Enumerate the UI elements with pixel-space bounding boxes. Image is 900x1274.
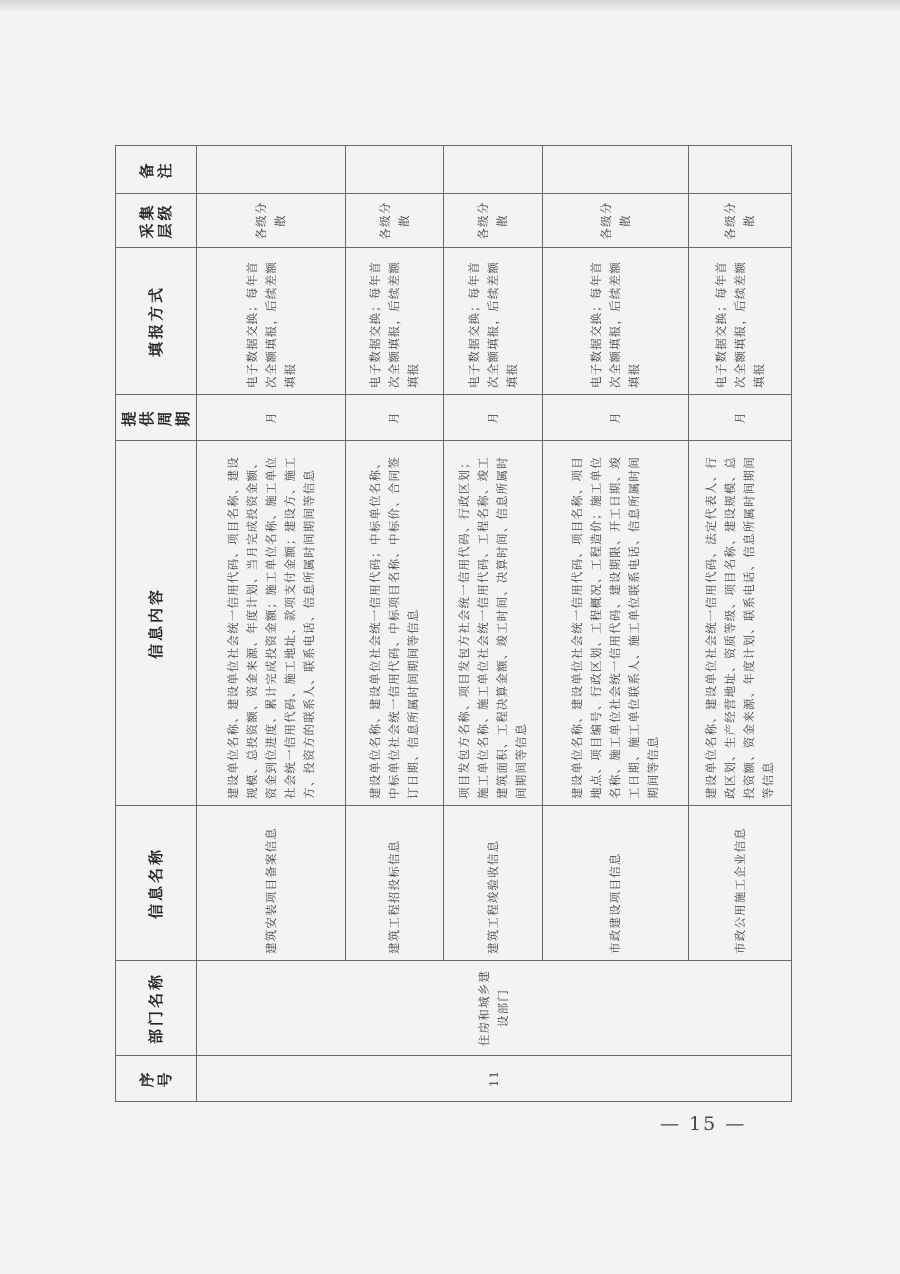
header-content: 信息内容 <box>116 441 197 806</box>
cell-method: 电子数据交换；每年首次全额填报，后续差额填报 <box>689 248 792 395</box>
table-row <box>689 146 792 1102</box>
cell-remark <box>689 146 792 194</box>
cell-name: 市政建设项目信息 <box>543 806 689 961</box>
header-name: 信息名称 <box>116 806 197 961</box>
cell-period: 月 <box>444 395 543 441</box>
header-row <box>116 146 197 1102</box>
table-row <box>444 146 543 1102</box>
header-level: 采集层级 <box>116 194 197 248</box>
cell-period: 月 <box>689 395 792 441</box>
cell-content: 项目发包方名称、项目发包方社会统一信用代码、行政区划；施工单位名称、施工单位社会统一信用代码、工程名称、竣工建筑面积、工程决算金额、竣工时间、决算时间、信息所属时间期间等信息 <box>444 441 543 806</box>
table-row <box>197 146 346 1102</box>
header-remark: 备注 <box>116 146 197 194</box>
cell-no: 11 <box>197 1056 792 1102</box>
page-top-shade <box>0 0 900 12</box>
cell-name: 建筑工程竣验收信息 <box>444 806 543 961</box>
cell-level: 各级分散 <box>197 194 346 248</box>
cell-remark <box>197 146 346 194</box>
table-row <box>543 146 689 1102</box>
cell-period: 月 <box>346 395 444 441</box>
cell-content: 建设单位名称、建设单位社会统一信用代码、项目名称、建设规模、总投资额、资金来源、年度计划、当月完成投资金额、资金到位进度、累计完成投资金额；施工单位名称、施工单位社会统一信用代码、施工地址、款项支付金额；建设方、施工方、投资方的联系人、联系电话、信息所属时间期间等信息 <box>197 441 346 806</box>
info-table <box>115 145 792 1102</box>
cell-level: 各级分散 <box>689 194 792 248</box>
page-number: — 15 — <box>660 1113 747 1135</box>
cell-period: 月 <box>197 395 346 441</box>
cell-period: 月 <box>543 395 689 441</box>
cell-method: 电子数据交换；每年首次全额填报，后续差额填报 <box>346 248 444 395</box>
cell-remark <box>346 146 444 194</box>
cell-level: 各级分散 <box>543 194 689 248</box>
rotated-table-container <box>115 146 775 1102</box>
cell-remark <box>543 146 689 194</box>
cell-method: 电子数据交换；每年首次全额填报，后续差额填报 <box>444 248 543 395</box>
cell-name: 建筑安装项目备案信息 <box>197 806 346 961</box>
cell-level: 各级分散 <box>346 194 444 248</box>
header-method: 填报方式 <box>116 248 197 395</box>
cell-dept: 住房和城乡建设部门 <box>197 961 792 1056</box>
cell-method: 电子数据交换；每年首次全额填报，后续差额填报 <box>197 248 346 395</box>
header-no: 序号 <box>116 1056 197 1102</box>
header-dept: 部门名称 <box>116 961 197 1056</box>
cell-remark <box>444 146 543 194</box>
cell-name: 建筑工程招投标信息 <box>346 806 444 961</box>
cell-level: 各级分散 <box>444 194 543 248</box>
header-period: 提供周期 <box>116 395 197 441</box>
cell-content: 建设单位名称、建设单位社会统一信用代码；中标单位名称、中标单位社会统一信用代码、中标项目名称、中标价、合同签订日期、信息所属时间期间等信息 <box>346 441 444 806</box>
cell-content: 建设单位名称、建设单位社会统一信用代码、项目名称、项目地点、项目编号、行政区划、工程概况、工程造价；施工单位名称、施工单位社会统一信用代码、建设期限、开工日期、竣工日期、施工单位联系人、施工单位联系电话、信息所属时间期间等信息 <box>543 441 689 806</box>
cell-method: 电子数据交换；每年首次全额填报，后续差额填报 <box>543 248 689 395</box>
cell-name: 市政公用施工企业信息 <box>689 806 792 961</box>
cell-content: 建设单位名称、建设单位社会统一信用代码、法定代表人、行政区划、生产经营地址、资质等级、项目名称、建设规模、总投资额、资金来源、年度计划、联系电话、信息所属时间期间等信息 <box>689 441 792 806</box>
table-row <box>346 146 444 1102</box>
